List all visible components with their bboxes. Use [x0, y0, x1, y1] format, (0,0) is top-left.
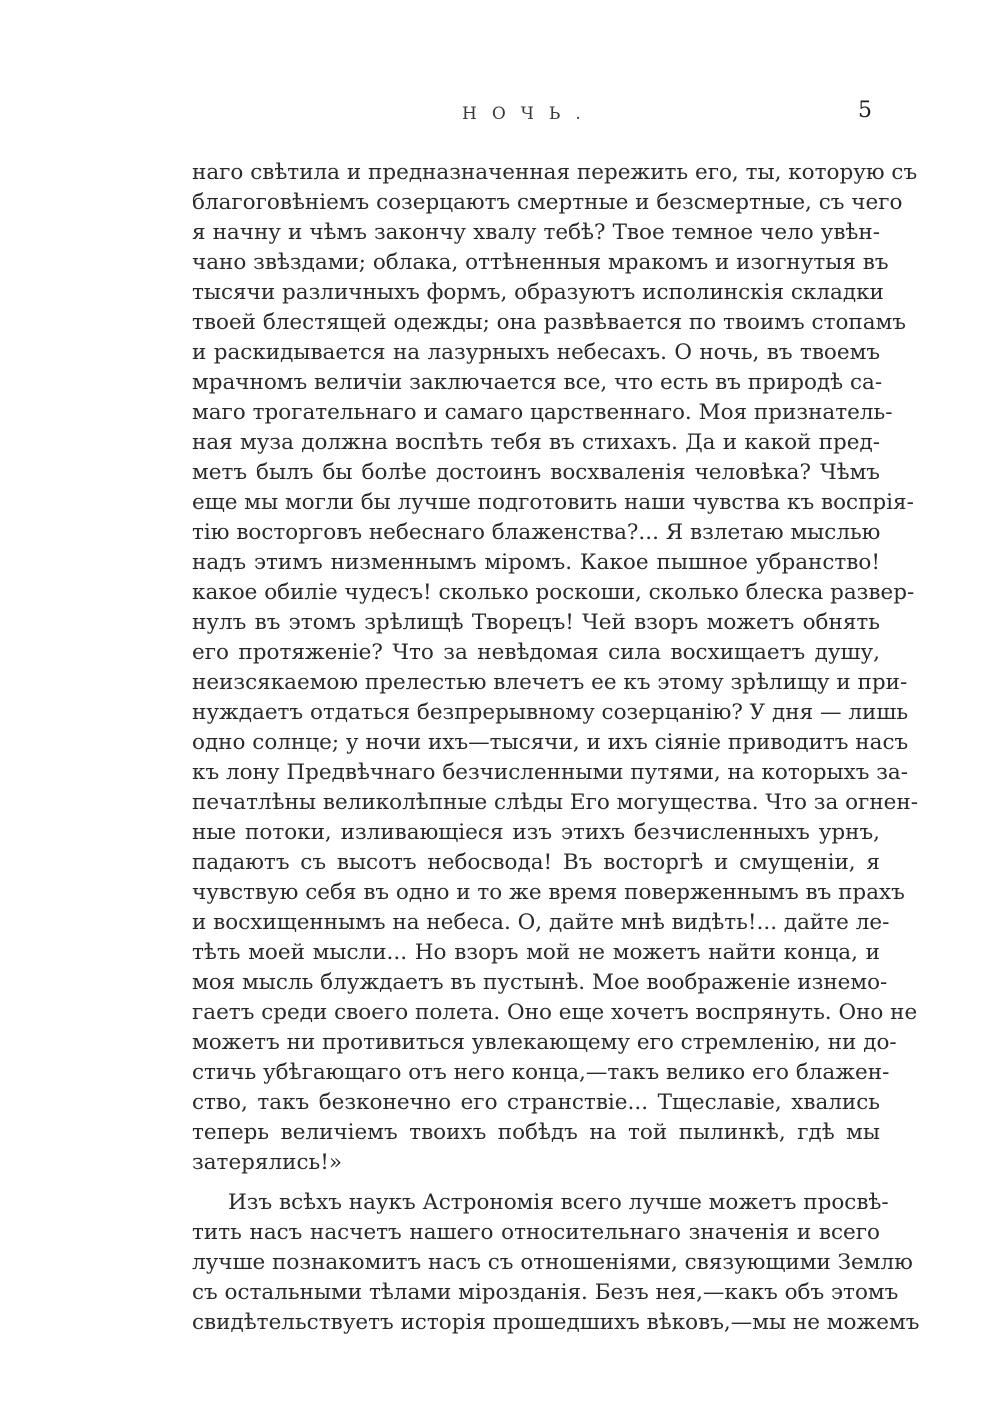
text-line: мрачномъ величіи заключается все, что есть въ природѣ са- [192, 370, 883, 395]
text-line: надъ этимъ низменнымъ міромъ. Какое пышное убранство! [192, 550, 880, 575]
running-title: НОЧЬ. [462, 104, 596, 124]
text-line: свидѣтельствуетъ исторія прошедшихъ вѣковъ,—мы не можемъ [192, 1310, 920, 1335]
text-line: еще мы могли бы лучше подготовить наши чувства къ воспрія- [192, 490, 914, 515]
text-line: неизсякаемою прелестью влечетъ ее къ этому зрѣлищу и при- [192, 670, 908, 695]
text-line: какое обиліе чудесъ! сколько роскоши, сколько блеска развер- [192, 580, 915, 605]
text-line: гаетъ среди своего полета. Оно еще хочетъ воспрянуть. Оно не [192, 1000, 918, 1025]
text-line: его протяженіе? Что за невѣдомая сила восхищаетъ душу, [192, 640, 880, 665]
text-line: съ остальными тѣлами мірозданія. Безъ нея,—какъ объ этомъ [192, 1280, 899, 1305]
paragraph-continued [192, 158, 918, 1178]
text-line: къ лону Предвѣчнаго безчисленными путями, на которыхъ за- [192, 760, 909, 785]
text-line: тить насъ насчетъ нашего относительнаго значенія и всего [192, 1220, 880, 1245]
text-line: ная муза должна воспѣть тебя въ стихахъ. Да и какой пред- [192, 430, 880, 455]
text-line: нуждаетъ отдаться безпрерывному созерцанію? У дня — лишь [192, 700, 909, 725]
text-line: падаютъ съ высотъ небосвода! Въ восторгѣ и смущеніи, я [192, 850, 880, 875]
text-line: стичь убѣгающаго отъ него конца,—такъ велико его блажен- [192, 1060, 890, 1085]
text-line: Изъ всѣхъ наукъ Астрономія всего лучше можетъ просвѣ- [228, 1190, 889, 1215]
text-line: лучше познакомитъ насъ съ отношеніями, связующими Землю [192, 1250, 913, 1275]
text-line: и раскидывается на лазурныхъ небесахъ. О ночь, въ твоемъ [192, 340, 880, 365]
text-line: ные потоки, изливающіеся изъ этихъ безчисленныхъ урнъ, [192, 820, 880, 845]
text-line: чувствую себя въ одно и то же время поверженнымъ въ прахъ [192, 880, 905, 905]
body-text [192, 158, 920, 1338]
text-line: метъ былъ бы болѣе достоинъ восхваленія человѣка? Чѣмъ [192, 460, 880, 485]
text-line: маго трогательнаго и самаго царственнаго. Моя признатель- [192, 400, 893, 425]
text-line: тѣть моей мысли... Но взоръ мой не можетъ найти конца, и [192, 940, 880, 965]
text-line: теперь величіемъ твоихъ побѣдъ на той пылинкѣ, гдѣ мы [192, 1120, 880, 1145]
text-line: благоговѣніемъ созерцаютъ смертные и безсмертные, съ чего [192, 190, 903, 215]
paragraph-spacing [192, 1178, 880, 1188]
text-line: наго свѣтила и предназначенная пережить его, ты, которую съ [192, 160, 918, 185]
text-line: ство, такъ безконечно его странствіе... Тщеславіе, хвались [192, 1090, 880, 1115]
text-line: я начну и чѣмъ закончу хвалу тебѣ? Твое темное чело увѣн- [192, 220, 880, 245]
text-line: твоей блестящей одежды; она развѣвается по твоимъ стопамъ [192, 310, 906, 335]
text-line: и восхищеннымъ на небеса. О, дайте мнѣ видѣть!... дайте ле- [192, 910, 890, 935]
text-line: можетъ ни противиться увлекающему его стремленію, ни до- [192, 1030, 897, 1055]
page-number: 5 [858, 98, 872, 123]
text-line: тію восторговъ небеснаго блаженства?... Я взлетаю мыслью [192, 520, 881, 545]
text-line: затерялись!» [192, 1150, 343, 1175]
text-line: тысячи различныхъ формъ, образуютъ исполинскія складки [192, 280, 884, 305]
paragraph [192, 1188, 920, 1338]
text-line: одно солнце; у ночи ихъ—тысячи, и ихъ сіяніе приводитъ насъ [192, 730, 909, 755]
text-line: моя мысль блуждаетъ въ пустынѣ. Мое воображеніе изнемо- [192, 970, 888, 995]
text-line: чано звѣздами; облака, оттѣненныя мракомъ и изогнутыя въ [192, 250, 889, 275]
text-line: печатлѣны великолѣпные слѣды Его могущества. Что за огнен- [192, 790, 918, 815]
text-line: нулъ въ этомъ зрѣлищѣ Творецъ! Чей взоръ можетъ обнять [192, 610, 880, 635]
